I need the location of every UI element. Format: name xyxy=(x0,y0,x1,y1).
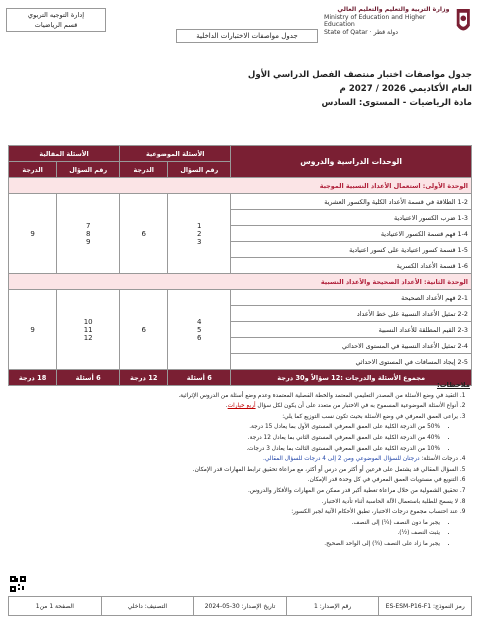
note-item xyxy=(14,454,458,465)
note-item: 6. التنويع في مستويات العمق المعرفي في كل وحدة قدر الإمكان. xyxy=(14,475,458,486)
department-line1: إدارة التوجيه التربوي xyxy=(27,11,85,19)
totals-essay-questions: 6 أسئلة xyxy=(57,370,120,386)
totals-essay-grade: 18 درجة xyxy=(9,370,57,386)
unit2-essay-questions xyxy=(57,290,120,370)
note-item: 5. السؤال المقالي قد يشتمل على فرعين أو أكثر من درس أو أكثر، مع مراعاة تحقيق ترابط المهارات قدر الإمكان. xyxy=(14,465,458,476)
title-line2: العام الأكاديمي 2026 / 2027 م xyxy=(339,84,472,94)
q-number: 6 xyxy=(197,333,202,342)
unit1-obj-grade: 6 xyxy=(120,194,168,274)
notes-title: ملاحظات: xyxy=(437,381,470,389)
note-item: 2. أنواع الأسئلة الموضوعية المسموح به في الاختبار من متعدد على أن يكون لكل سؤال أربع خيارات. xyxy=(14,401,458,412)
note-subitem: • 40% من الدرجة الكلية على العمق المعرفي المستوى الثاني بما يعادل 12 درجة. xyxy=(14,433,440,444)
unit1-lesson: 1-4 فهم قسمة الكسور الاعتيادية xyxy=(231,226,472,242)
obj-grade-header: الدرجة xyxy=(120,162,168,178)
unit1-essay-grade: 9 xyxy=(9,194,57,274)
unit2-lesson: 2-4 تمثيل الأعداد النسبية في المستوى الاحداثي xyxy=(231,338,472,354)
totals-obj-questions: 6 أسئلة xyxy=(168,370,231,386)
unit1-obj-questions xyxy=(168,194,231,274)
note-item: 1. التقيد في وضع الأسئلة من المصدر التعليمي المعتمد والخطة الفصلية المعتمدة وعدم وضع أسئلة من الدروس الإثرائية. xyxy=(14,391,458,402)
note-subitem: • 10% من الدرجة الكلية على العمق المعرفي المستوى الثالث بما يعادل 3 درجات. xyxy=(14,444,440,455)
unit1-essay-questions xyxy=(57,194,120,274)
q-number: 7 xyxy=(85,221,91,230)
footer-version: رقم الإصدار: 1 xyxy=(286,597,379,615)
page-footer xyxy=(8,596,472,616)
note-subitem: • يثبت النصف (½). xyxy=(14,528,440,539)
document-titles xyxy=(8,68,472,110)
essay-grade-header: الدرجة xyxy=(9,162,57,178)
col-essay-header: الأسئلة المقالية xyxy=(9,146,120,162)
totals-obj-grade: 12 درجة xyxy=(120,370,168,386)
ministry-emblem-icon xyxy=(453,6,474,40)
note-highlight: أربع خيارات xyxy=(227,403,256,410)
unit1-lesson: 1-6 قسمة الأعداد الكسرية xyxy=(231,258,472,274)
unit2-lesson: 2-1 فهم الأعداد الصحيحة xyxy=(231,290,472,306)
note-item: 7. تحقيق الشمولية من خلال مراعاة تغطية أكبر قدر ممكن من المهارات والأفكار والدروس. xyxy=(14,486,458,497)
department-line2: قسم الرياضيات xyxy=(34,21,78,29)
note-text: درجات الأسئلة: xyxy=(421,456,458,463)
q-number: 4 xyxy=(197,317,202,326)
q-number: 8 xyxy=(85,229,91,238)
unit1-lesson: 1-3 ضرب الكسور الاعتيادية xyxy=(231,210,472,226)
totals-label: مجموع الأسئلة والدرجات :12 سؤالاً و30 درجة xyxy=(231,370,472,386)
unit2-essay-grade: 9 xyxy=(9,290,57,370)
logo-english: Ministry of Education and Higher Education xyxy=(324,13,426,28)
footer-classification: التصنيف: داخلي xyxy=(101,597,194,615)
col-objective-header: الأسئلة الموضوعية xyxy=(120,146,231,162)
footer-date: تاريخ الإصدار: 30-05-2024 xyxy=(193,597,286,615)
header-department xyxy=(6,8,106,32)
unit2-lesson: 2-5 إيجاد المسافات في المستوى الاحداثي xyxy=(231,354,472,370)
logo-arabic: وزارة التربية والتعليم والتعليم العالي xyxy=(337,6,450,13)
header-center-title: جدول مواصفات الاختبارات الداخلية xyxy=(176,29,318,43)
q-number: 9 xyxy=(85,237,91,246)
ministry-logo xyxy=(324,6,474,46)
unit2-lesson: 2-3 القيم المطلقة للأعداد النسبية xyxy=(231,322,472,338)
notes-section xyxy=(14,380,470,550)
page-header xyxy=(6,4,474,52)
title-line1: جدول مواصفات اختبار منتصف الفصل الدراسي الأول xyxy=(247,70,472,80)
q-number: 2 xyxy=(197,229,202,238)
q-number: 12 xyxy=(83,333,93,342)
unit1-lesson: 1-5 قسمة كسور اعتيادية على كسور اعتيادية xyxy=(231,242,472,258)
note-text: عند احتساب مجموع درجات الاختبار، تطبق الأحكام الآتية لجبر الكسور: xyxy=(291,509,458,516)
col-units-header: الوحدات الدراسية والدروس xyxy=(231,146,472,178)
note-item xyxy=(14,412,458,454)
note-highlight: درجتان للسؤال الموضوعي ومن 2 إلى 4 درجات للسؤال المقالي. xyxy=(263,456,420,463)
note-item xyxy=(14,507,458,549)
note-item: 8. لا يسمح للطلبة باستعمال الآلة الحاسبة أثناء تأدية الاختبار. xyxy=(14,497,458,508)
q-number: 10 xyxy=(83,317,93,326)
footer-code: رمز النموذج: ES-ESM-P16-F1 xyxy=(378,597,471,615)
qr-code-icon xyxy=(10,576,26,592)
q-number: 3 xyxy=(197,237,202,246)
note-subitem: • يجبر ما دون النصف (¼) إلى النصف. xyxy=(14,518,440,529)
title-line3: مادة الرياضيات - المستوى: السادس xyxy=(321,98,472,108)
unit1-title: الوحدة الأولى: استعمال الأعداد النسبية الموجبة xyxy=(9,178,472,194)
obj-qnum-header: رقم السؤال xyxy=(168,162,231,178)
unit2-title: الوحدة الثانية: الأعداد الصحيحة والأعداد النسبية xyxy=(9,274,472,290)
note-subitem: • 50% من الدرجة الكلية على العمق المعرفي المستوى الأول بما يعادل 15 درجة. xyxy=(14,422,440,433)
q-number: 5 xyxy=(197,325,202,334)
unit2-obj-questions xyxy=(168,290,231,370)
note-subitem: • يجبر ما زاد على النصف (¾) إلى الواحد الصحيح. xyxy=(14,539,440,550)
unit1-lesson: 1-2 الطلاقة في قسمة الأعداد الكلية والكسور العشرية xyxy=(231,194,472,210)
note-text: أنواع الأسئلة الموضوعية المسموح به في الاختبار من متعدد على أن يكون لكل سؤال xyxy=(257,403,458,410)
note-text: يراعى العمق المعرفي في وضع الأسئلة بحيث تكون نسب التوزيع كما يلي: xyxy=(282,413,458,420)
footer-page: الصفحة 1 من1 xyxy=(35,602,74,610)
unit2-obj-grade: 6 xyxy=(120,290,168,370)
logo-state: State of Qatar · دولة قطر xyxy=(324,28,398,36)
q-number: 11 xyxy=(83,325,93,334)
unit2-lesson: 2-2 تمثيل الأعداد النسبية على خط الأعداد xyxy=(231,306,472,322)
specification-table xyxy=(8,145,472,386)
q-number: 1 xyxy=(197,221,202,230)
essay-qnum-header: رقم السؤال xyxy=(57,162,120,178)
